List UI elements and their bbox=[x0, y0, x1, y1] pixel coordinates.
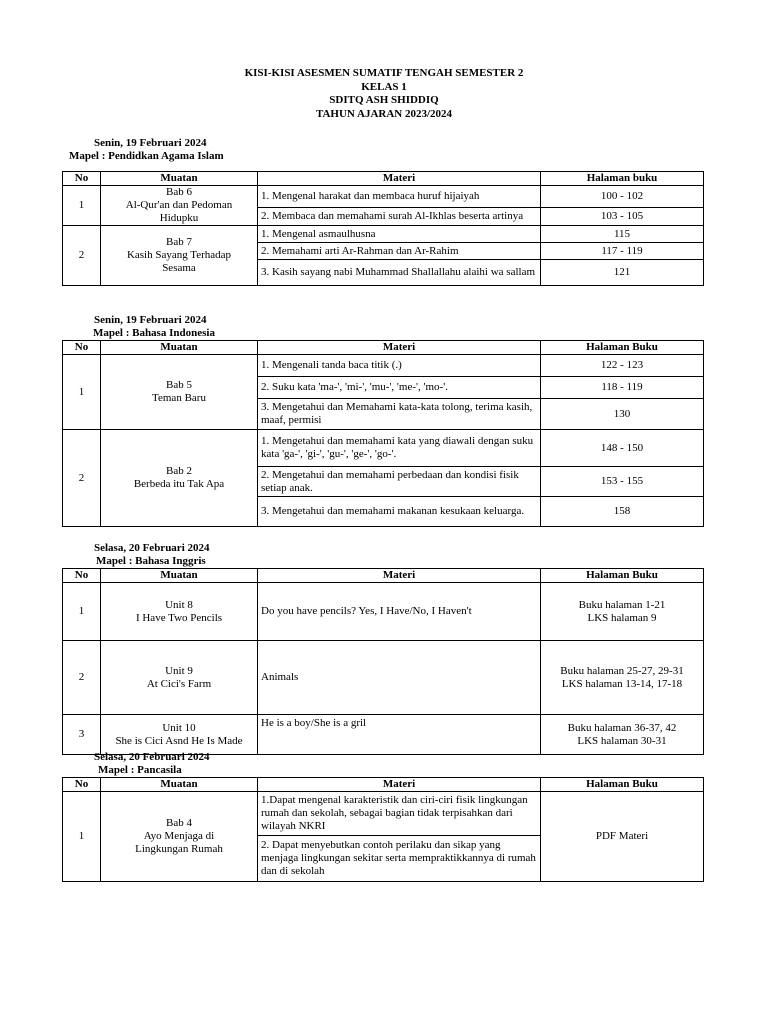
halaman-line: LKS halaman 13-14, 17-18 bbox=[561, 677, 683, 690]
section-2-table bbox=[62, 340, 704, 527]
table-header-row bbox=[63, 341, 704, 355]
halaman-cell bbox=[541, 467, 704, 497]
muatan-cell bbox=[101, 715, 258, 755]
section-1-date: Senin, 19 Februari 2024 bbox=[94, 137, 207, 149]
halaman-cell bbox=[541, 497, 704, 527]
halaman-line: 115 bbox=[613, 227, 631, 240]
halaman-cell bbox=[541, 792, 704, 882]
muatan-line: I Have Two Pencils bbox=[135, 611, 223, 624]
materi-cell: 2. Suku kata 'ma-', 'mi-', 'mu-', 'me-', 'mo-'. bbox=[258, 377, 541, 399]
document-title bbox=[0, 67, 768, 121]
row-number: 1 bbox=[63, 186, 101, 226]
halaman-line: 148 - 150 bbox=[600, 441, 644, 454]
section-1-table bbox=[62, 171, 704, 286]
section-3-date: Selasa, 20 Februari 2024 bbox=[94, 542, 210, 554]
header-no: No bbox=[63, 341, 101, 355]
header-no: No bbox=[63, 569, 101, 583]
title-line-1: KISI-KISI ASESMEN SUMATIF TENGAH SEMESTER 2 bbox=[244, 67, 524, 79]
halaman-line: 103 - 105 bbox=[600, 209, 644, 222]
muatan-cell bbox=[101, 430, 258, 527]
muatan-line: Sesama bbox=[162, 262, 196, 274]
halaman-line: 121 bbox=[613, 266, 631, 278]
muatan-line: Bab 4 bbox=[166, 817, 192, 829]
halaman-line: Buku halaman 25-27, 29-31 bbox=[560, 664, 684, 677]
halaman-line: LKS halaman 9 bbox=[587, 611, 657, 624]
halaman-line: 117 - 119 bbox=[601, 244, 643, 257]
halaman-cell bbox=[541, 715, 704, 755]
halaman-cell bbox=[541, 583, 704, 641]
muatan-line: Bab 5 bbox=[166, 379, 192, 391]
materi-cell: 2. Membaca dan memahami surah Al-Ikhlas beserta artinya bbox=[258, 207, 541, 225]
materi-cell: 1. Mengenali tanda baca titik (.) bbox=[258, 355, 541, 377]
header-halaman: Halaman Buku bbox=[541, 778, 704, 792]
muatan-line: Kasih Sayang Terhadap bbox=[126, 249, 232, 261]
muatan-line: At Cici's Farm bbox=[146, 677, 212, 690]
row-number: 1 bbox=[63, 583, 101, 641]
header-muatan: Muatan bbox=[101, 569, 258, 583]
muatan-line: Bab 2 bbox=[166, 465, 192, 477]
halaman-cell bbox=[541, 186, 704, 208]
header-materi: Materi bbox=[258, 778, 541, 792]
halaman-cell bbox=[541, 226, 704, 243]
muatan-line: Lingkungan Rumah bbox=[135, 843, 223, 855]
section-2-date: Senin, 19 Februari 2024 bbox=[94, 314, 207, 326]
muatan-line: Hidupku bbox=[159, 212, 199, 224]
table-row bbox=[63, 641, 704, 715]
materi-cell: Animals bbox=[258, 641, 541, 715]
row-number: 1 bbox=[63, 355, 101, 430]
muatan-line: Bab 7 bbox=[166, 236, 192, 248]
halaman-line: 100 - 102 bbox=[600, 189, 644, 202]
section-3-mapel: Mapel : Bahasa Inggris bbox=[96, 555, 206, 567]
section-4-table bbox=[62, 777, 704, 882]
table-header-row bbox=[63, 778, 704, 792]
muatan-cell bbox=[101, 792, 258, 882]
muatan-line: She is Cici Asnd He Is Made bbox=[115, 734, 243, 747]
section-4-date: Selasa, 20 Februari 2024 bbox=[94, 751, 210, 763]
halaman-cell bbox=[541, 207, 704, 225]
muatan-cell bbox=[101, 641, 258, 715]
header-halaman: Halaman buku bbox=[541, 172, 704, 186]
table-row bbox=[63, 186, 704, 208]
header-halaman: Halaman Buku bbox=[541, 569, 704, 583]
section-1-mapel: Mapel : Pendidkan Agama Islam bbox=[69, 150, 224, 162]
materi-cell: 3. Kasih sayang nabi Muhammad Shallallahu alaihi wa sallam bbox=[258, 260, 541, 286]
muatan-line: Unit 8 bbox=[165, 598, 193, 611]
table-row bbox=[63, 355, 704, 377]
muatan-cell bbox=[101, 226, 258, 286]
halaman-line: 130 bbox=[613, 407, 631, 420]
halaman-line: Buku halaman 1-21 bbox=[578, 598, 666, 611]
title-line-2: KELAS 1 bbox=[361, 80, 407, 93]
halaman-line: 153 - 155 bbox=[600, 475, 644, 487]
halaman-cell bbox=[541, 243, 704, 260]
muatan-cell bbox=[101, 355, 258, 430]
materi-cell: 2. Mengetahui dan memahami perbedaan dan kondisi fisik setiap anak. bbox=[258, 467, 541, 497]
muatan-line: Unit 10 bbox=[162, 721, 196, 734]
header-muatan: Muatan bbox=[101, 172, 258, 186]
header-materi: Materi bbox=[258, 569, 541, 583]
muatan-line: Bab 6 bbox=[166, 186, 192, 198]
table-header-row bbox=[63, 172, 704, 186]
table-row bbox=[63, 583, 704, 641]
muatan-line: Ayo Menjaga di bbox=[143, 830, 215, 842]
materi-cell: He is a boy/She is a gril bbox=[258, 715, 541, 755]
muatan-line: Unit 9 bbox=[165, 664, 193, 677]
halaman-cell bbox=[541, 355, 704, 377]
materi-cell: 3. Mengetahui dan Memahami kata-kata tolong, terima kasih, maaf, permisi bbox=[258, 399, 541, 430]
row-number: 2 bbox=[63, 226, 101, 286]
halaman-line: 122 - 123 bbox=[600, 359, 644, 371]
table-row bbox=[63, 792, 704, 836]
muatan-cell bbox=[101, 583, 258, 641]
halaman-cell bbox=[541, 641, 704, 715]
table-row bbox=[63, 226, 704, 243]
halaman-cell bbox=[541, 430, 704, 467]
title-line-3: SDITQ ASH SHIDDIQ bbox=[329, 94, 439, 107]
materi-cell: 3. Mengetahui dan memahami makanan kesukaan keluarga. bbox=[258, 497, 541, 527]
muatan-line: Teman Baru bbox=[152, 392, 206, 404]
section-2-mapel: Mapel : Bahasa Indonesia bbox=[93, 327, 215, 339]
halaman-cell bbox=[541, 399, 704, 430]
row-number: 2 bbox=[63, 641, 101, 715]
section-3-table bbox=[62, 568, 704, 755]
header-no: No bbox=[63, 172, 101, 186]
materi-cell: 2. Memahami arti Ar-Rahman dan Ar-Rahim bbox=[258, 243, 541, 260]
table-row bbox=[63, 715, 704, 755]
table-row bbox=[63, 430, 704, 467]
materi-cell: 1. Mengenal harakat dan membaca huruf hijaiyah bbox=[258, 186, 541, 208]
materi-cell: Do you have pencils? Yes, I Have/No, I Haven't bbox=[258, 583, 541, 641]
header-muatan: Muatan bbox=[101, 341, 258, 355]
muatan-line: Berbeda itu Tak Apa bbox=[133, 478, 225, 490]
muatan-line: Al-Qur'an dan Pedoman bbox=[125, 199, 233, 211]
halaman-line: PDF Materi bbox=[595, 830, 649, 842]
header-halaman: Halaman Buku bbox=[541, 341, 704, 355]
materi-cell: 1. Mengenal asmaulhusna bbox=[258, 226, 541, 243]
materi-cell: 2. Dapat menyebutkan contoh perilaku dan sikap yang menjaga lingkungan sekitar serta mempraktikkannya di rumah dan di sekolah bbox=[258, 836, 541, 882]
title-line-4: TAHUN AJARAN 2023/2024 bbox=[315, 107, 453, 120]
row-number: 1 bbox=[63, 792, 101, 882]
table-header-row bbox=[63, 569, 704, 583]
header-no: No bbox=[63, 778, 101, 792]
header-muatan: Muatan bbox=[101, 778, 258, 792]
materi-cell: 1.Dapat mengenal karakteristik dan ciri-ciri fisik lingkungan rumah dan sekolah, sebagai bagian tidak terpisahkan dari wilayah NKRI bbox=[258, 792, 541, 836]
header-materi: Materi bbox=[258, 172, 541, 186]
halaman-line: 158 bbox=[613, 505, 631, 517]
section-4-mapel: Mapel : Pancasila bbox=[98, 764, 182, 776]
halaman-line: 118 - 119 bbox=[601, 381, 643, 393]
muatan-cell bbox=[101, 186, 258, 226]
header-materi: Materi bbox=[258, 341, 541, 355]
row-number: 3 bbox=[63, 715, 101, 755]
halaman-line: Buku halaman 36-37, 42 bbox=[567, 721, 677, 734]
materi-cell: 1. Mengetahui dan memahami kata yang diawali dengan suku kata 'ga-', 'gi-', 'gu-', 'ge-', 'go-'. bbox=[258, 430, 541, 467]
row-number: 2 bbox=[63, 430, 101, 527]
halaman-line: LKS halaman 30-31 bbox=[577, 734, 667, 747]
halaman-cell bbox=[541, 377, 704, 399]
halaman-cell bbox=[541, 260, 704, 286]
